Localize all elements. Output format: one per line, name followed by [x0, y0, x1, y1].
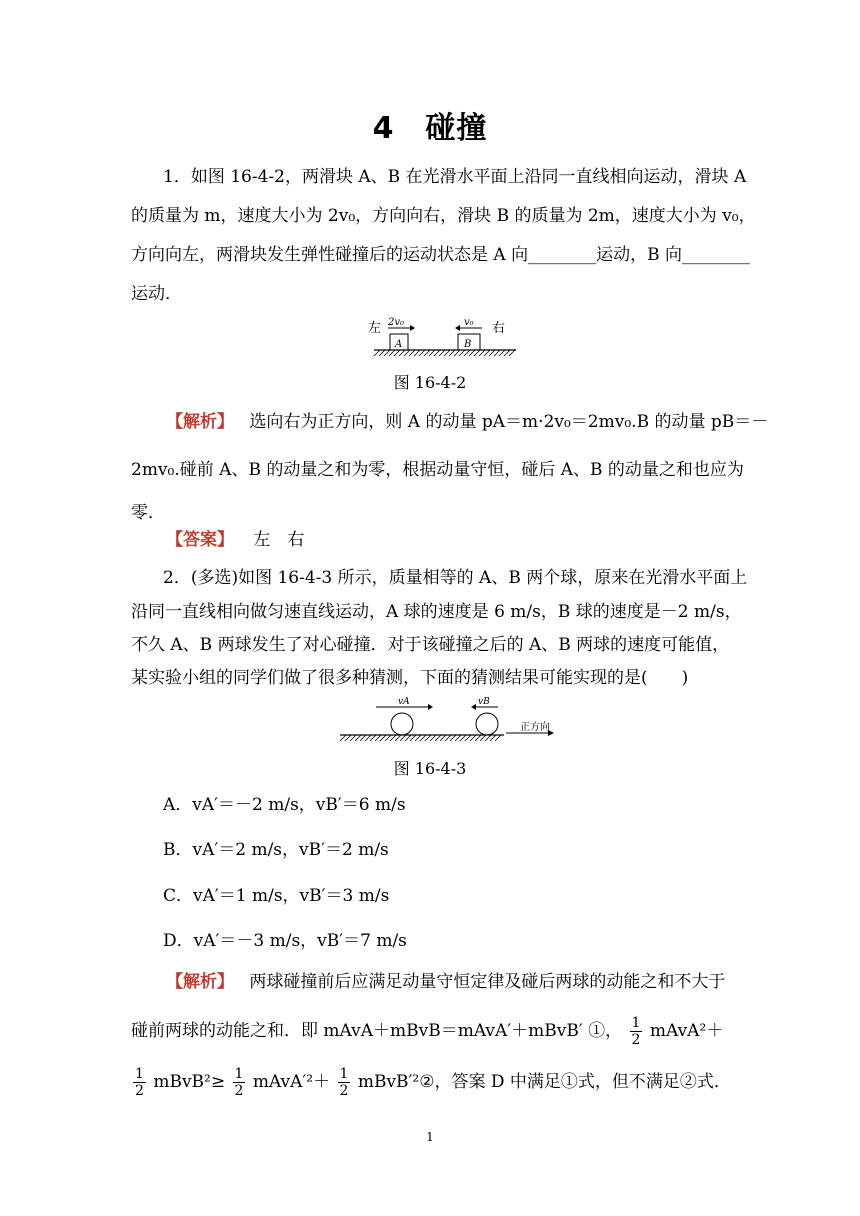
hatch-line — [405, 735, 411, 741]
fig2-ball-b — [476, 713, 498, 735]
hatch-line — [474, 350, 480, 356]
q2-line-2: 沿同一直线相向做匀速直线运动，A 球的速度是 6 m/s，B 球的速度是－2 m/s， — [131, 602, 742, 622]
fig1-right-label: 右 — [492, 321, 506, 336]
hatch-line — [399, 350, 405, 356]
q2-analysis-tag: 【解析】 — [166, 972, 234, 992]
hatch-line — [469, 350, 475, 356]
q2-analysis-line-3 — [131, 1066, 731, 1099]
page-number: 1 — [426, 1130, 434, 1144]
q2-analysis-text-3a: mBvB²≥ — [153, 1072, 226, 1092]
hatch-line — [444, 350, 450, 356]
q2-analysis-text-2-tail: mAvA²＋ — [649, 1021, 724, 1041]
hatch-line — [485, 735, 491, 741]
page-title: 4 碰撞 — [372, 111, 488, 146]
hatch-line — [484, 350, 490, 356]
hatch-line — [504, 350, 510, 356]
hatch-line — [400, 735, 406, 741]
hatch-line — [495, 735, 501, 741]
hatch-line — [345, 735, 351, 741]
option-b: B．vA′＝2 m/s，vB′＝2 m/s — [163, 840, 389, 860]
hatch-line — [385, 735, 391, 741]
hatch-line — [454, 350, 460, 356]
hatch-line — [415, 735, 421, 741]
hatch-line — [465, 735, 471, 741]
q2-analysis-line-2 — [131, 1015, 731, 1048]
fig2-caption: 图 16-4-3 — [393, 759, 467, 778]
hatch-line — [410, 735, 416, 741]
hatch-line — [489, 350, 495, 356]
hatch-line — [470, 735, 476, 741]
hatch-line — [379, 350, 385, 356]
hatch-line — [464, 350, 470, 356]
hatch-line — [455, 735, 461, 741]
hatch-line — [394, 350, 400, 356]
q1-answer-tag: 【答案】 — [166, 530, 234, 550]
q1-line-3: 方向向左，两滑块发生弹性碰撞后的运动状态是 A 向________运动，B 向________ — [131, 245, 750, 265]
q1-analysis-text-1: 选向右为正方向，则 A 的动量 pA＝m·2v₀＝2mv₀.B 的动量 pB＝－ — [249, 412, 769, 432]
q1-answer-line — [166, 528, 766, 552]
q1-analysis-line-2: 2mv₀.碰前 A、B 的动量之和为零，根据动量守恒，碰后 A、B 的动量之和也应为 — [131, 460, 744, 480]
hatch-line — [365, 735, 371, 741]
hatch-line — [430, 735, 436, 741]
hatch-line — [429, 350, 435, 356]
q2-analysis-line-1 — [166, 970, 766, 994]
fig2-direction-label: 正方向 — [520, 722, 550, 733]
q2-analysis-text-1: 两球碰撞前后应满足动量守恒定律及碰后两球的动能之和不大于 — [249, 972, 726, 992]
q1-answer-text: 左 右 — [253, 530, 305, 550]
fig2-ball-a — [391, 713, 413, 735]
fraction-half-3: $\frac{1}{2}$ — [234, 1066, 244, 1099]
hatch-line — [499, 350, 505, 356]
hatch-line — [439, 350, 445, 356]
fraction-half-4: $\frac{1}{2}$ — [339, 1066, 349, 1099]
fig2-vb-arrowhead — [471, 704, 476, 710]
hatch-line — [494, 350, 500, 356]
hatch-line — [459, 350, 465, 356]
fig1-vb-arrowhead — [455, 325, 460, 331]
hatch-line — [479, 350, 485, 356]
hatch-line — [435, 735, 441, 741]
hatch-line — [460, 735, 466, 741]
fig1-left-label: 左 — [368, 321, 382, 336]
hatch-line — [375, 735, 381, 741]
hatch-line — [370, 735, 376, 741]
hatch-line — [434, 350, 440, 356]
hatch-line — [389, 350, 395, 356]
figure-16-4-3 — [336, 695, 566, 747]
hatch-line — [409, 350, 415, 356]
q2-analysis-text-2: 碰前两球的动能之和．即 mAvA＋mBvB＝mAvA′＋mBvB′ ①， — [131, 1021, 623, 1041]
fig2-vb-label: vB — [478, 697, 490, 707]
option-c: C．vA′＝1 m/s，vB′＝3 m/s — [163, 886, 390, 906]
q2-analysis-text-3b: mAvA′²＋ — [252, 1072, 331, 1092]
q1-line-1: 1．如图 16-4-2，两滑块 A、B 在光滑水平面上沿同一直线相向运动，滑块 A — [163, 167, 747, 187]
hatch-line — [419, 350, 425, 356]
fig1-caption: 图 16-4-2 — [393, 373, 467, 392]
q1-line-4: 运动． — [131, 284, 182, 304]
hatch-line — [425, 735, 431, 741]
hatch-line — [450, 735, 456, 741]
hatch-line — [509, 350, 515, 356]
hatch-line — [490, 735, 496, 741]
q2-analysis-text-3c: mBvB′²②，答案 D 中满足①式，但不满足②式． — [357, 1072, 731, 1092]
hatch-line — [475, 735, 481, 741]
hatch-line — [414, 350, 420, 356]
fig1-ground-hatch — [374, 350, 515, 356]
hatch-line — [395, 735, 401, 741]
hatch-line — [374, 350, 380, 356]
fig2-ground-hatch — [340, 735, 501, 741]
hatch-line — [440, 735, 446, 741]
fig2-va-arrowhead — [428, 704, 433, 710]
hatch-line — [424, 350, 430, 356]
q1-analysis-tag: 【解析】 — [166, 412, 234, 432]
hatch-line — [420, 735, 426, 741]
q1-analysis-line-3: 零． — [131, 503, 165, 523]
q2-line-4: 某实验小组的同学们做了很多种猜测，下面的猜测结果可能实现的是( ) — [131, 668, 689, 688]
hatch-line — [340, 735, 346, 741]
hatch-line — [449, 350, 455, 356]
hatch-line — [380, 735, 386, 741]
hatch-line — [384, 350, 390, 356]
q1-line-2: 的质量为 m，速度大小为 2v₀，方向向右，滑块 B 的质量为 2m，速度大小为 v₀， — [131, 206, 756, 226]
figure-16-4-2 — [360, 314, 530, 364]
fig1-block-b-label: B — [464, 339, 472, 350]
fig2-va-label: vA — [398, 697, 410, 707]
hatch-line — [390, 735, 396, 741]
hatch-line — [350, 735, 356, 741]
fraction-half-2: $\frac{1}{2}$ — [135, 1066, 144, 1099]
hatch-line — [360, 735, 366, 741]
hatch-line — [480, 735, 486, 741]
fraction-half-1: $\frac{1}{2}$ — [631, 1015, 641, 1048]
q1-analysis-line-1 — [166, 410, 769, 434]
fig1-block-a-label: A — [395, 339, 403, 350]
hatch-line — [355, 735, 361, 741]
option-d: D．vA′＝－3 m/s，vB′＝7 m/s — [163, 931, 407, 951]
q2-line-3: 不久 A、B 两球发生了对心碰撞．对于该碰撞之后的 A、B 两球的速度可能值， — [131, 635, 730, 655]
fig1-va-arrowhead — [410, 325, 415, 331]
fig1-va-label: 2v₀ — [388, 317, 405, 328]
q2-line-1: 2．(多选)如图 16-4-3 所示，质量相等的 A、B 两个球，原来在光滑水平面上 — [163, 568, 748, 588]
option-a: A．vA′＝－2 m/s，vB′＝6 m/s — [163, 795, 406, 815]
hatch-line — [404, 350, 410, 356]
fig1-vb-label: v₀ — [464, 317, 474, 328]
hatch-line — [445, 735, 451, 741]
